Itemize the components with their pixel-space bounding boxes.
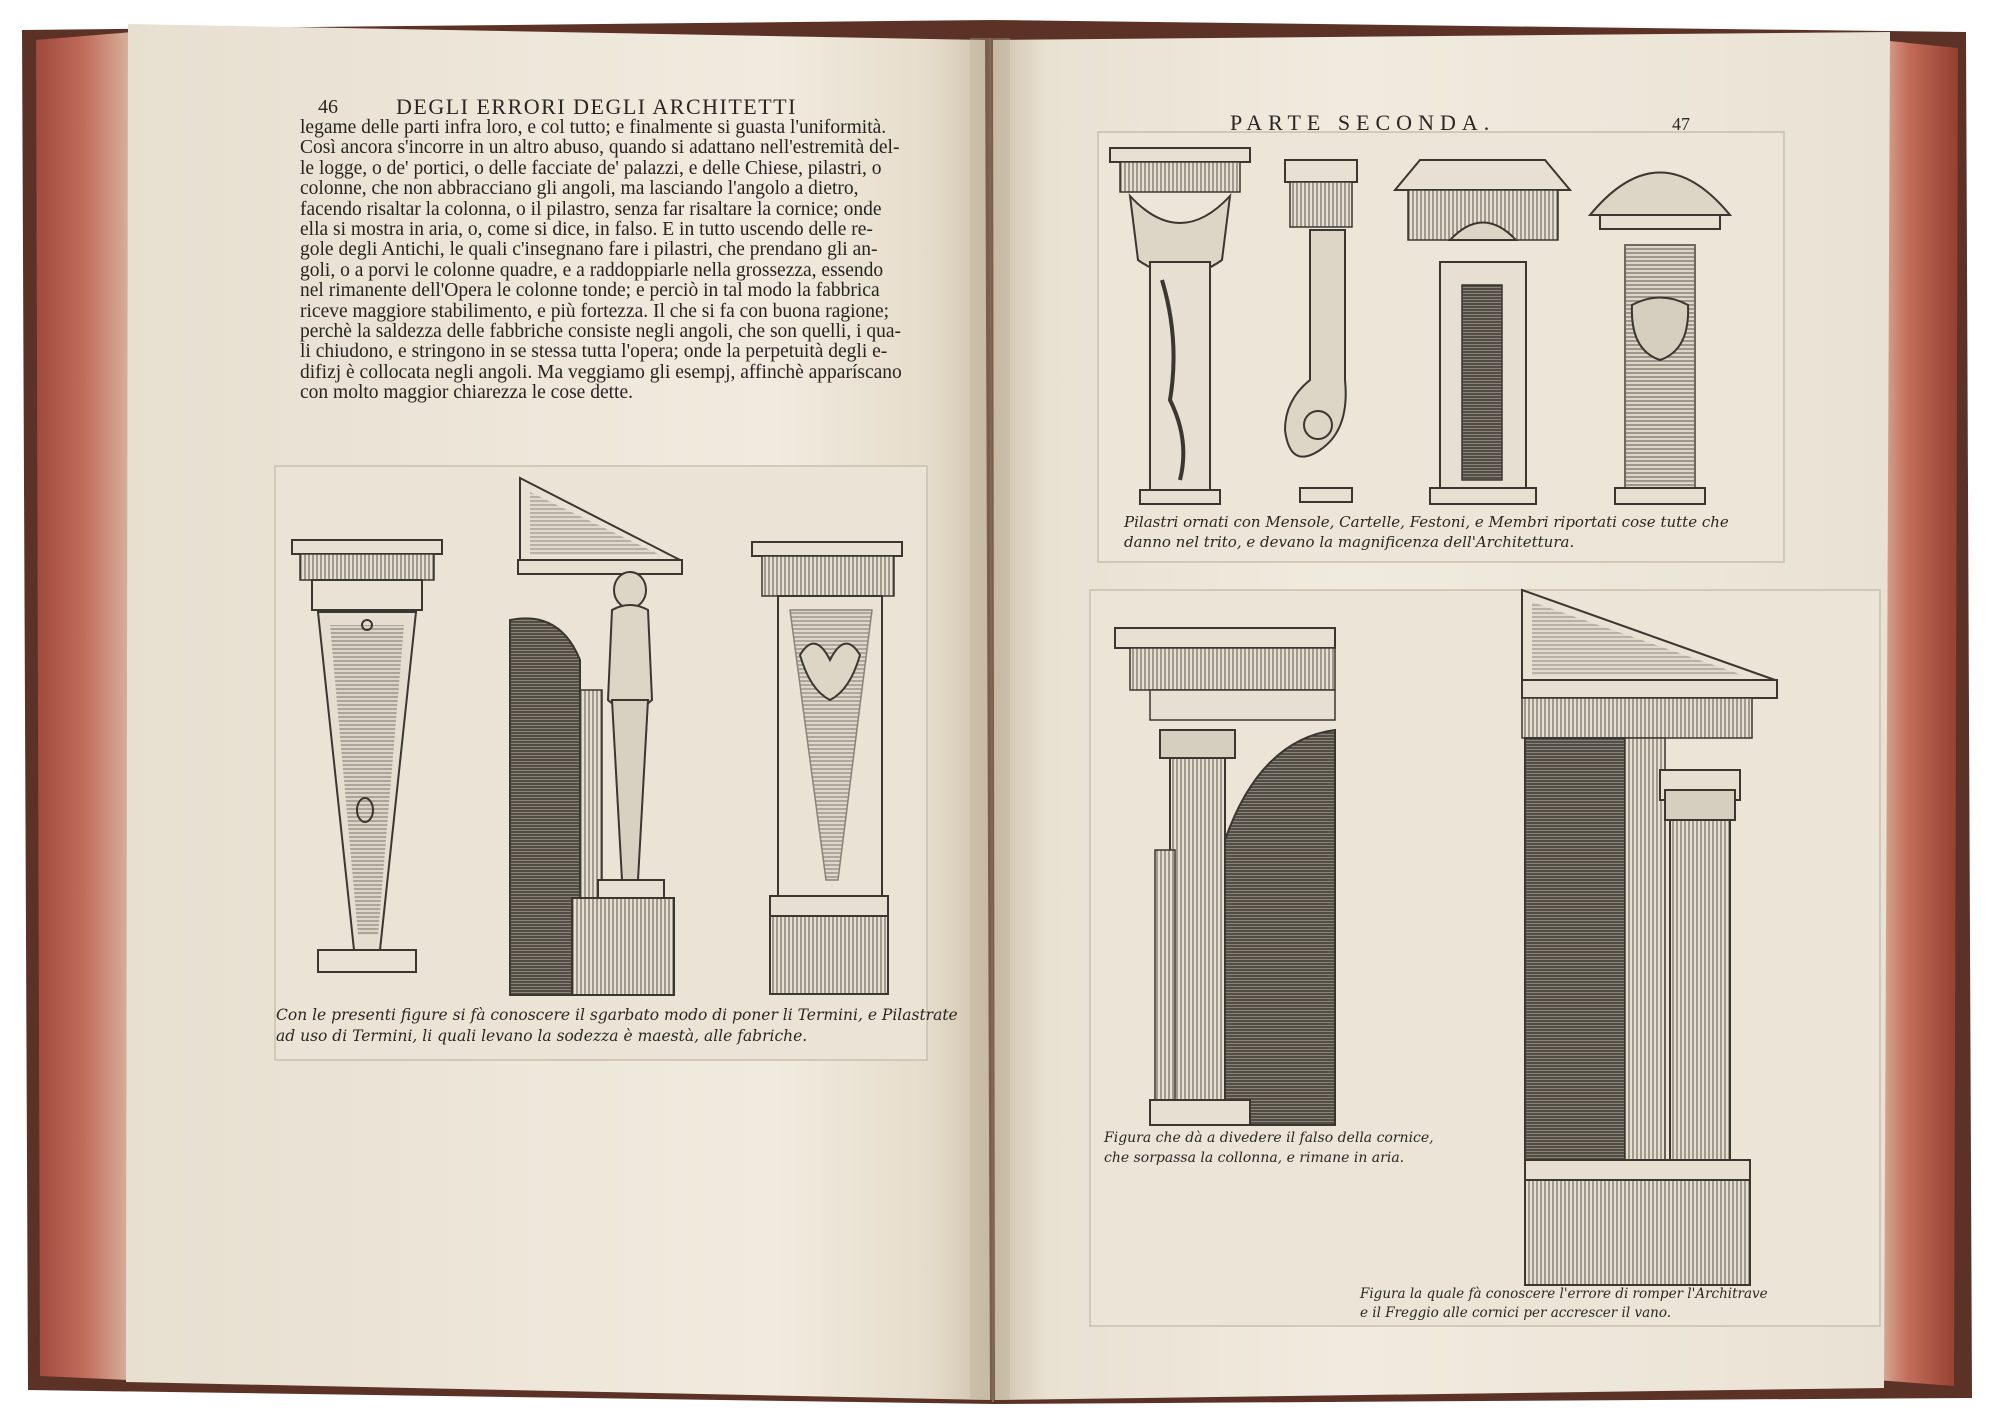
caption-line: e il Freggio alle cornici per accrescer il vano. [1360,1305,1672,1321]
body-text-line: nel rimanente dell'Opera le colonne tonde; e perciò in tal modo la fabbrica [300,281,880,302]
caption-line: Figura che dà a divedere il falso della cornice, [1104,1130,1434,1146]
body-text-line: colonne, che non abbracciano gli angoli, ma lasciando l'angolo a dietro, [300,179,859,200]
caption-line: Con le presenti figure si fà conoscere il sgarbato modo di poner li Termini, e Pilastrate [276,1006,958,1024]
body-text-line: riceve maggiore stabilimento, e più fortezza. Il che si fa con buona ragione; [300,301,890,322]
body-text-line: gole degli Antichi, le quali c'insegnano fare i pilastri, che prendano gli an- [300,240,878,261]
left-page-number: 46 [318,96,338,118]
right-left-figure-caption [1104,1128,1434,1168]
right-top-plate-caption [1124,512,1729,552]
left-page-edges [36,32,132,1380]
body-text-line: con molto maggior chiarezza le cose dette. [300,383,633,404]
body-text-line: ella si mostra in aria, o, come si dice, in falso. E in tutto uscendo delle re- [300,220,873,241]
body-text-line: Così ancora s'incorre in un altro abuso, quando si adattano nell'estremità del- [300,138,900,159]
body-text-line: goli, o a porvi le colonne quadre, e a raddoppiarle nella grossezza, essendo [300,260,884,281]
right-right-figure-caption [1360,1285,1768,1323]
body-text-line: le logge, o de' portici, o delle facciate de' palazzi, e delle Chiese, pilastri, o [300,158,882,179]
left-page-body [300,118,920,404]
body-text-line: legame delle parti infra loro, e col tutto; e finalmente si guasta l'uniformità. [300,118,887,138]
body-text-line: perchè la saldezza delle fabbriche consiste negli angoli, che son quelli, i qua- [300,322,902,343]
caption-line: Pilastri ornati con Mensole, Cartelle, Festoni, e Membri riportati cose tutte che [1124,513,1729,531]
body-text-line: difizj è collocata negli angoli. Ma veggiamo gli esempj, affinchè apparíscano [300,362,902,383]
caption-line: Figura la quale fà conoscere l'errore di romper l'Architrave [1360,1286,1768,1302]
caption-line: ad uso di Termini, li quali levano la sodezza è maestà, alle fabriche. [276,1027,808,1045]
left-plate-caption [276,1005,958,1047]
right-page-number: 47 [1672,114,1690,134]
caption-line: che sorpassa la collonna, e rimane in aria. [1104,1150,1405,1166]
left-running-title: DEGLI ERRORI DEGLI ARCHITETTI [396,94,797,119]
body-text-line: li chiudono, e stringono in se stessa tutta l'opera; onde la perpetuità degli e- [300,342,888,363]
right-running-title: PARTE SECONDA. [1230,110,1496,135]
body-text-line: facendo risaltar la colonna, o il pilastro, senza far risaltare la cornice; onde [300,199,882,220]
caption-line: danno nel trito, e devano la magnificenza dell'Architettura. [1124,533,1575,551]
